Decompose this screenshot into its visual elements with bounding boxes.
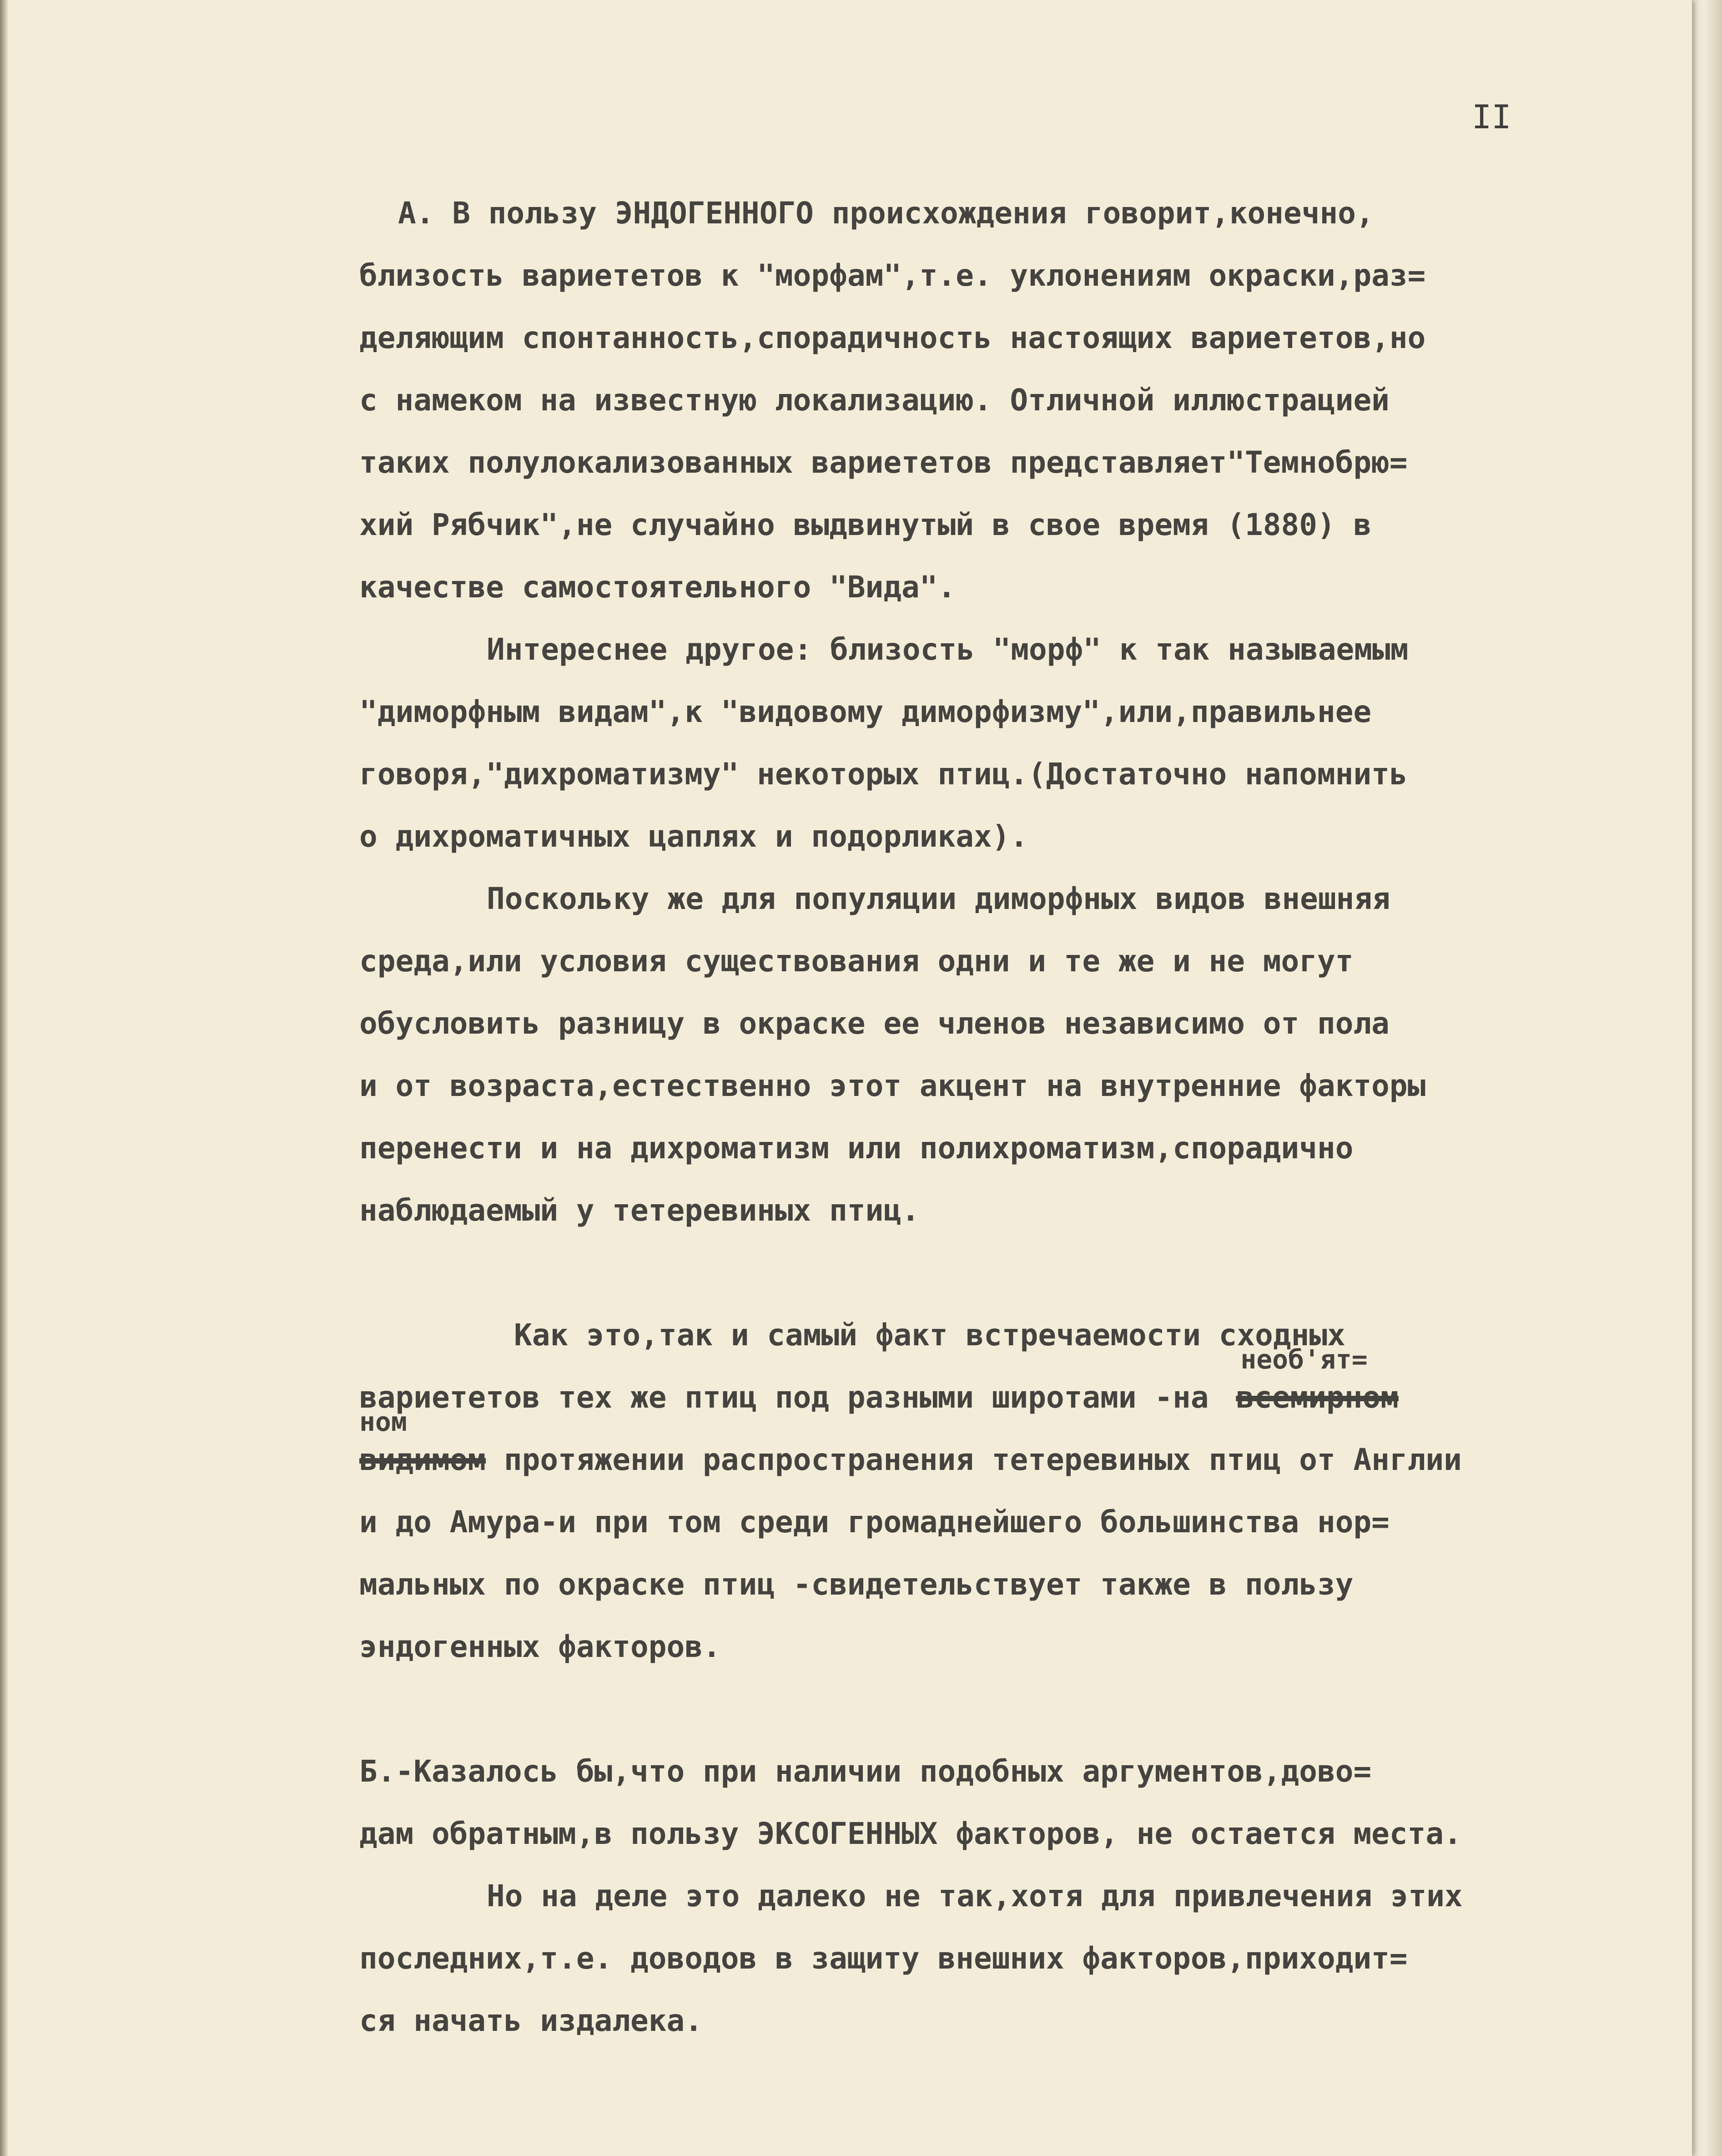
text-line: обусловить разницу в окраске ее членов независимо от пола	[359, 1006, 1390, 1041]
text-line: о дихроматичных цаплях и подорликах).	[359, 819, 1028, 854]
text-line: близость вариететов к "морфам",т.е. уклонениям окраски,раз=	[359, 258, 1426, 293]
struck-word: всемирном	[1236, 1380, 1399, 1415]
typed-correction-above: ном	[359, 1406, 407, 1437]
text-line-part: вариететов тех же птиц под разными широтами -на	[359, 1380, 1209, 1415]
text-line: ся начать издалека.	[359, 2003, 703, 2038]
text-line: А. В пользу ЭНДОГЕННОГО происхождения говорит,конечно,	[398, 196, 1374, 231]
text-line: эндогенных факторов.	[359, 1629, 721, 1664]
text-line: мальных по окраске птиц -свидетельствует также в пользу	[359, 1567, 1354, 1602]
text-line: таких полулокализованных вариететов представляет"Темнобрю=	[359, 445, 1408, 480]
body-text	[359, 182, 1587, 2052]
text-line: деляющим спонтанность,спорадичность настоящих вариететов,но	[359, 320, 1426, 355]
text-line: хий Рябчик",не случайно выдвинутый в свое время (1880) в	[359, 507, 1372, 542]
text-line: наблюдаемый у тетеревиных птиц.	[359, 1193, 920, 1228]
text-line: Как это,так и самый факт встречаемости сходных	[514, 1318, 1345, 1353]
text-line-with-correction	[359, 1406, 1587, 1491]
text-line: перенести и на дихроматизм или полихроматизм,спорадично	[359, 1131, 1354, 1166]
struck-word: видимом	[359, 1442, 486, 1477]
text-line: Поскольку же для популяции диморфных видов внешняя	[487, 881, 1390, 916]
text-line: Интереснее другое: близость "морф" к так называемым	[487, 632, 1409, 667]
text-line: Но на деле это далеко не так,хотя для привлечения этих	[487, 1878, 1463, 1914]
text-line: Б.-Казалось бы,что при наличии подобных аргументов,дово=	[359, 1754, 1372, 1789]
text-line: среда,или условия существования одни и те же и не могут	[359, 944, 1354, 979]
text-line: говоря,"дихроматизму" некоторых птиц.(Достаточно напомнить	[359, 757, 1408, 792]
binding-edge	[0, 0, 8, 2156]
text-line: и от возраста,естественно этот акцент на внутренние факторы	[359, 1068, 1426, 1103]
page-number: II	[1472, 98, 1511, 136]
text-line: с намеком на известную локализацию. Отличной иллюстрацией	[359, 383, 1390, 418]
text-line-with-correction	[359, 1344, 1587, 1429]
text-line: последних,т.е. доводов в защиту внешних факторов,приходит=	[359, 1941, 1408, 1976]
text-line: дам обратным,в пользу ЭКСОГЕННЫХ факторов, не остается места.	[359, 1816, 1462, 1851]
text-line: "диморфным видам",к "видовому диморфизму",или,правильнее	[359, 694, 1372, 729]
text-line-part: протяжении распространения тетеревиных птиц от Англии	[504, 1442, 1462, 1477]
text-line: и до Амура-и при том среди громаднейшего большинства нор=	[359, 1505, 1390, 1540]
typed-correction-above: необ'ят=	[1240, 1344, 1368, 1375]
text-line: качестве самостоятельного "Вида".	[359, 570, 956, 605]
